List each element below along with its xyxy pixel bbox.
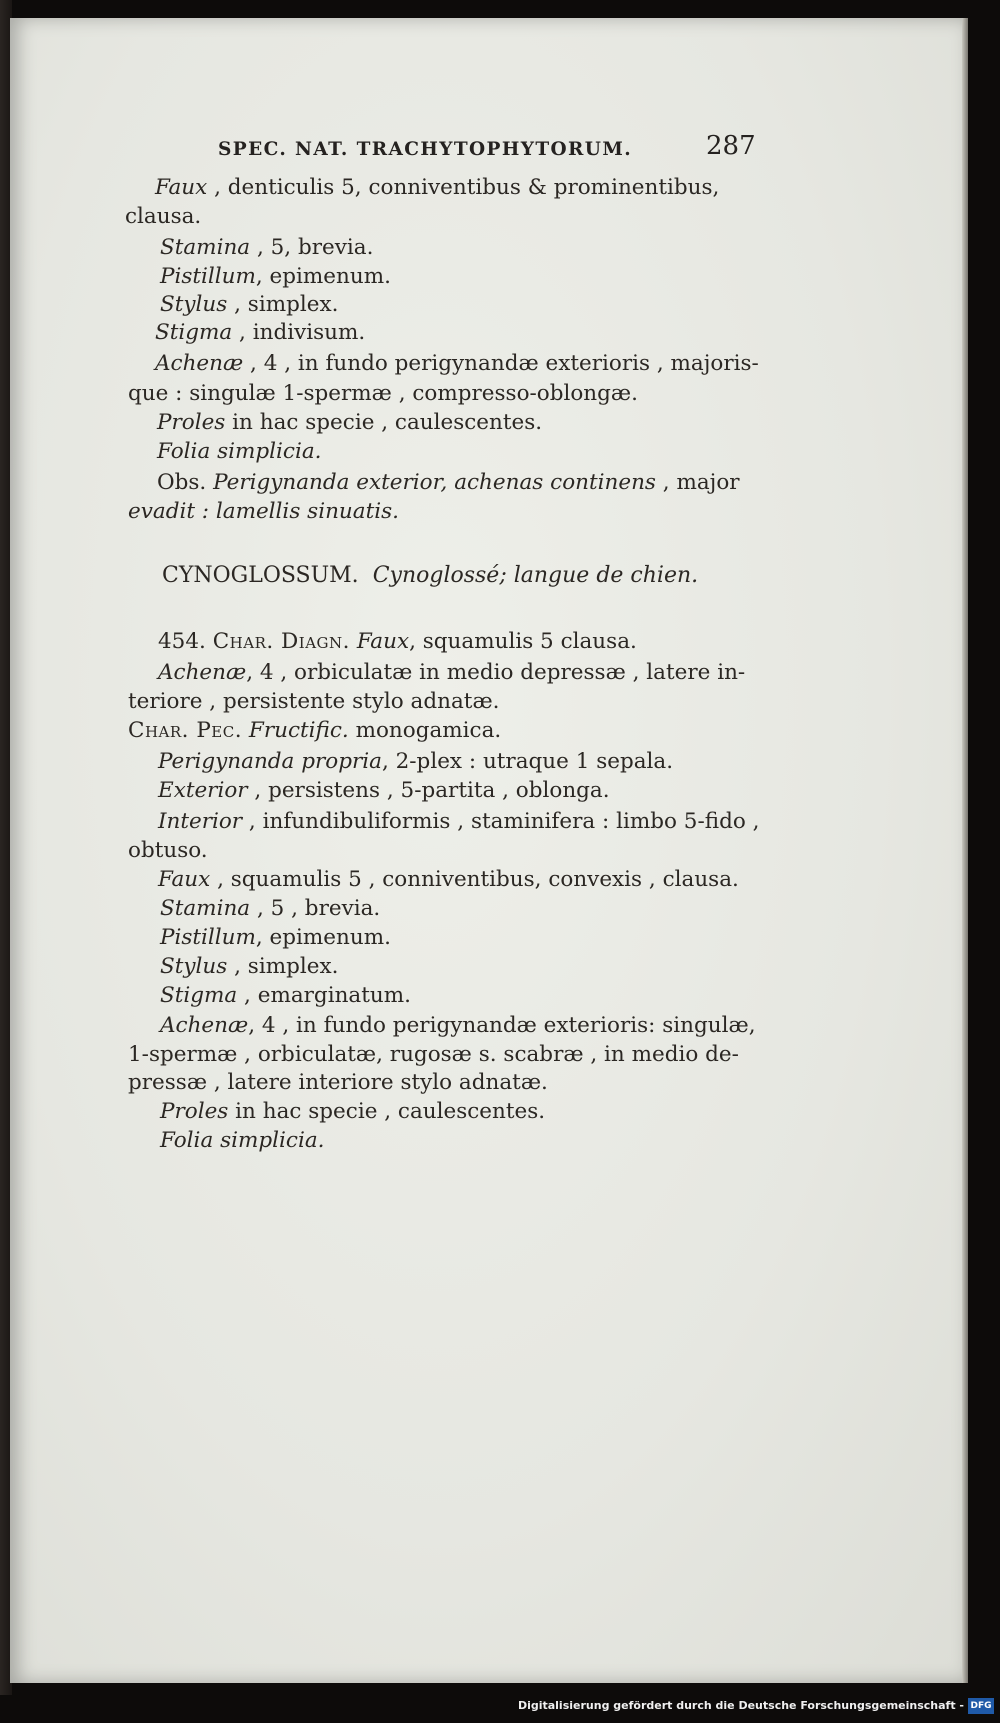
- text-line: Achenæ, 4 , in fundo perigynandæ exterioris: singulæ,: [160, 1013, 756, 1038]
- genus-heading: CYNOGLOSSUM. Cynoglossé; langue de chien.: [162, 563, 699, 588]
- text-line: Stamina , 5, brevia.: [160, 235, 374, 260]
- text-line: evadit : lamellis sinuatis.: [128, 499, 399, 524]
- text-line: Perigynanda propria, 2-plex : utraque 1 sepala.: [158, 749, 674, 774]
- text-line: obtuso.: [128, 838, 208, 863]
- text-line: Pistillum, epimenum.: [160, 264, 391, 289]
- text-line: Folia simplicia.: [160, 1128, 325, 1153]
- text-line: Pistillum, epimenum.: [160, 925, 391, 950]
- text-line: Stamina , 5 , brevia.: [160, 896, 381, 921]
- text-line: Obs. Perigynanda exterior, achenas continens , major: [157, 470, 740, 495]
- text-line: Exterior , persistens , 5-partita , oblonga.: [158, 778, 610, 803]
- text-line: clausa.: [125, 204, 202, 229]
- text-line: Stylus , simplex.: [160, 954, 339, 979]
- diagnosis-line: Achenæ, 4 , orbiculatæ in medio depressæ , latere in-: [158, 660, 746, 685]
- text-line: Achenæ , 4 , in fundo perigynandæ exterioris , majoris-: [155, 351, 759, 376]
- text-line: Stylus , simplex.: [160, 292, 339, 317]
- text-line: que : singulæ 1-spermæ , compresso-oblongæ.: [128, 381, 638, 406]
- char-pec-line: Char. Pec. Fructific. monogamica.: [128, 718, 502, 743]
- footer-credit: Digitalisierung gefördert durch die Deutsche Forschungsgemeinschaft -: [517, 1699, 964, 1712]
- text-line: Stigma , emarginatum.: [160, 983, 411, 1008]
- running-title: SPEC. NAT. TRACHYTOPHYTORUM.: [218, 139, 633, 160]
- text-line: Stigma , indivisum.: [155, 320, 366, 345]
- text-line: Proles in hac specie , caulescentes.: [157, 410, 543, 435]
- text-line: Faux , denticulis 5, conniventibus & prominentibus,: [155, 175, 720, 200]
- diagnosis-line: 454. Char. Diagn. Faux, squamulis 5 clausa.: [158, 629, 637, 654]
- diagnosis-line: teriore , persistente stylo adnatæ.: [128, 689, 500, 714]
- text-line: 1-spermæ , orbiculatæ, rugosæ s. scabræ , in medio de-: [128, 1042, 739, 1067]
- text-line: Faux , squamulis 5 , conniventibus, convexis , clausa.: [158, 867, 739, 892]
- text-line: Proles in hac specie , caulescentes.: [160, 1099, 546, 1124]
- digitization-footer: [0, 1695, 1000, 1723]
- text-line: pressæ , latere interiore stylo adnatæ.: [128, 1070, 548, 1095]
- text-line: Folia simplicia.: [157, 439, 322, 464]
- text-line: Interior , infundibuliformis , staminifera : limbo 5-fido ,: [158, 809, 760, 834]
- page-number: 287: [706, 131, 756, 161]
- dfg-logo-icon: DFG: [968, 1698, 994, 1714]
